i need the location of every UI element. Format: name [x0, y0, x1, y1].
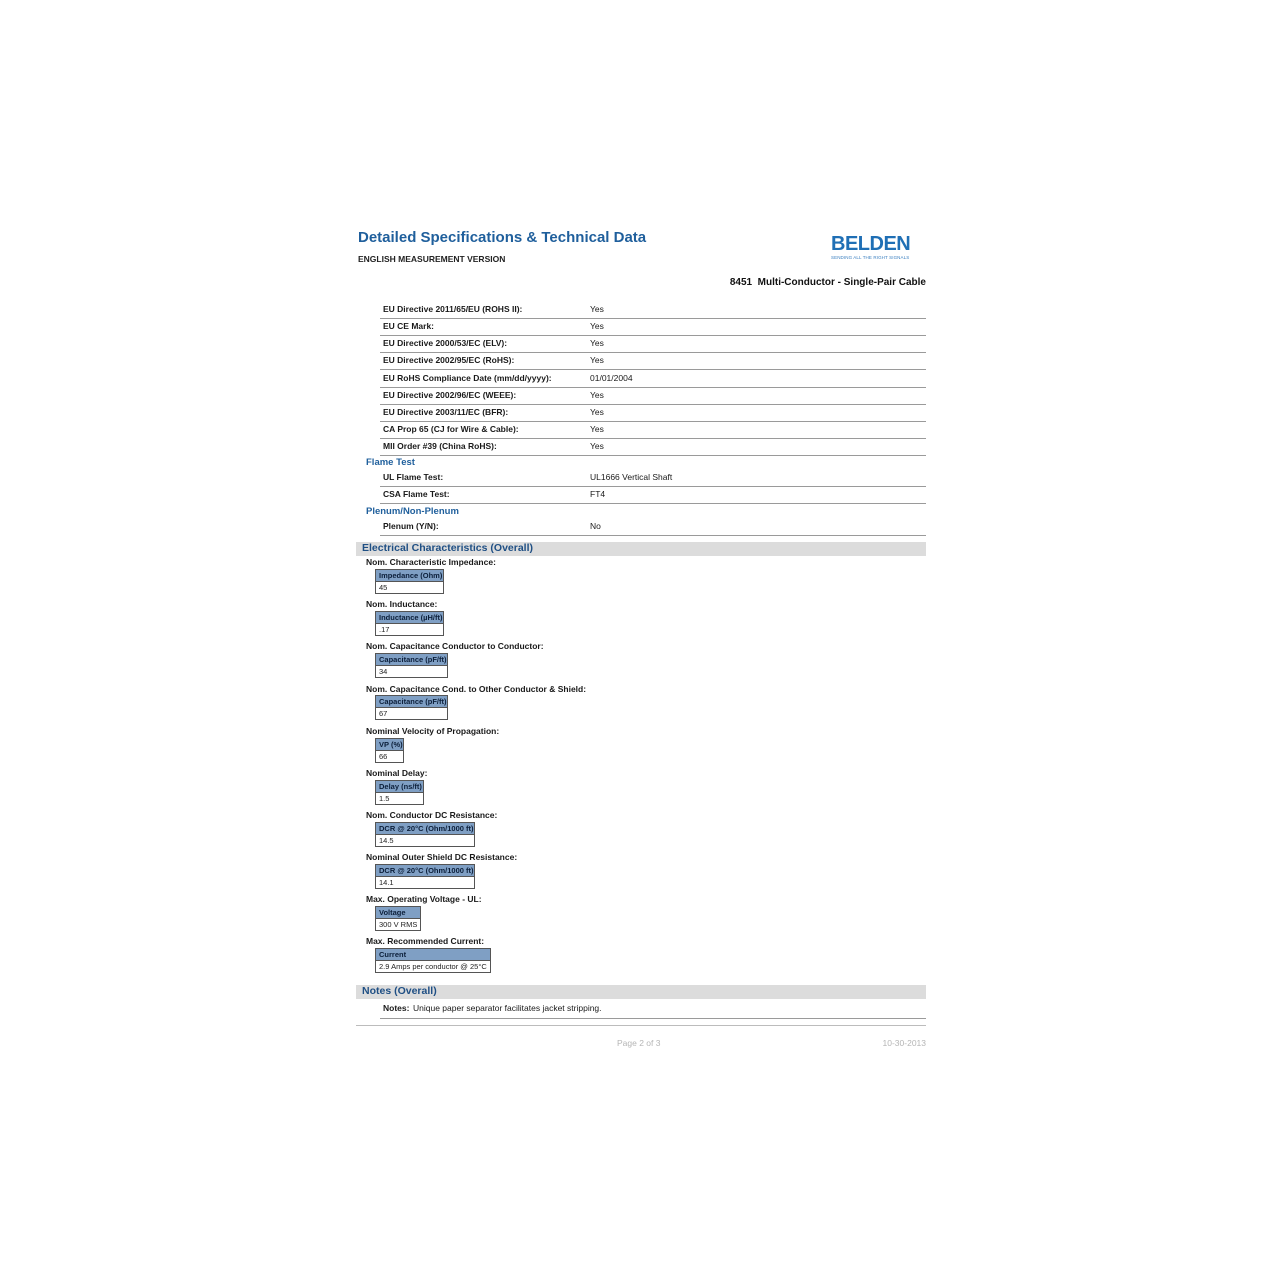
param-label: Max. Recommended Current: — [366, 936, 485, 946]
param-table — [375, 906, 421, 931]
param-label: Nom. Capacitance Conductor to Conductor: — [366, 641, 544, 651]
param-table-header: Delay (ns/ft) — [376, 781, 423, 793]
spec-label: MII Order #39 (China RoHS): — [383, 441, 497, 451]
spec-value: Yes — [590, 424, 604, 434]
notes-label: Notes: — [383, 1003, 410, 1013]
param-table-header: Capacitance (pF/ft) — [376, 654, 447, 666]
param-table-value: 2.9 Amps per conductor @ 25°C — [379, 962, 487, 971]
param-table-value: 34 — [379, 667, 388, 676]
logo-wordmark: BELDEN — [831, 233, 911, 255]
page-number: Page 2 of 3 — [617, 1038, 661, 1048]
param-table-value: 14.5 — [379, 836, 394, 845]
spec-label: EU Directive 2011/65/EU (ROHS II): — [383, 304, 523, 314]
notes-section-title: Notes (Overall) — [362, 985, 437, 997]
spec-row — [380, 404, 926, 422]
product-heading — [730, 277, 926, 288]
electrical-section-header — [356, 542, 926, 556]
spec-label: EU Directive 2000/53/EC (ELV): — [383, 338, 508, 348]
param-table — [375, 738, 404, 763]
param-table-header: Impedance (Ohm) — [376, 570, 443, 582]
param-table-header: Voltage — [376, 907, 420, 919]
param-table-header: Current — [376, 949, 490, 961]
document-title: Detailed Specifications & Technical Data — [358, 229, 647, 246]
param-table-header: DCR @ 20°C (Ohm/1000 ft) — [376, 823, 474, 835]
spec-row — [380, 335, 926, 353]
param-table-value: 300 V RMS — [379, 920, 418, 929]
notes-section-header — [356, 985, 926, 999]
param-label: Nom. Characteristic Impedance: — [366, 557, 496, 567]
param-table-header: DCR @ 20°C (Ohm/1000 ft) — [376, 865, 474, 877]
spec-label: EU RoHS Compliance Date (mm/dd/yyyy): — [383, 373, 552, 383]
spec-label: Plenum (Y/N): — [383, 521, 439, 531]
product-name: Multi-Conductor - Single-Pair Cable — [757, 277, 926, 288]
logo-tagline: SENDING ALL THE RIGHT SIGNALS — [831, 255, 910, 260]
param-label: Nominal Delay: — [366, 768, 428, 778]
spec-label: EU Directive 2003/11/EC (BFR): — [383, 407, 509, 417]
param-table-header: Capacitance (pF/ft) — [376, 696, 447, 708]
param-table-value: 14.1 — [379, 878, 394, 887]
param-label: Max. Operating Voltage - UL: — [366, 894, 482, 904]
param-table-header: VP (%) — [376, 739, 403, 751]
param-table — [375, 611, 444, 636]
flame-test-heading: Flame Test — [366, 457, 415, 468]
plenum-heading: Plenum/Non-Plenum — [366, 506, 459, 517]
spec-row — [380, 370, 926, 388]
spec-value: Yes — [590, 407, 604, 417]
spec-row — [380, 469, 926, 487]
spec-row — [380, 438, 926, 456]
param-table-value: .17 — [379, 625, 390, 634]
param-label: Nom. Inductance: — [366, 599, 438, 609]
spec-row — [380, 318, 926, 336]
param-table-value: 45 — [379, 583, 388, 592]
param-table — [375, 569, 444, 594]
spec-row — [380, 387, 926, 405]
measurement-version: ENGLISH MEASUREMENT VERSION — [358, 254, 506, 264]
spec-value: No — [590, 521, 601, 531]
param-table — [375, 695, 448, 720]
spec-label: EU Directive 2002/96/EC (WEEE): — [383, 390, 517, 400]
spec-label: CSA Flame Test: — [383, 489, 450, 499]
spec-row — [380, 486, 926, 504]
spec-row — [380, 301, 926, 319]
param-table — [375, 864, 475, 889]
spec-value: Yes — [590, 441, 604, 451]
spec-row — [380, 352, 926, 370]
spec-value: UL1666 Vertical Shaft — [590, 472, 673, 482]
spec-label: UL Flame Test: — [383, 472, 444, 482]
notes-text: Unique paper separator facilitates jacket stripping. — [413, 1003, 602, 1013]
belden-logo — [831, 233, 913, 263]
param-table — [375, 948, 491, 973]
param-table — [375, 653, 448, 678]
param-table-value: 67 — [379, 709, 388, 718]
param-table — [375, 822, 475, 847]
spec-value: FT4 — [590, 489, 606, 499]
spec-value: Yes — [590, 338, 604, 348]
spec-label: EU CE Mark: — [383, 321, 435, 331]
spec-value: Yes — [590, 321, 604, 331]
spec-row — [380, 421, 926, 439]
param-table-header: Inductance (µH/ft) — [376, 612, 443, 624]
spec-value: 01/01/2004 — [590, 373, 633, 383]
footer-divider — [356, 1025, 926, 1026]
param-label: Nominal Velocity of Propagation: — [366, 726, 500, 736]
electrical-section-title: Electrical Characteristics (Overall) — [362, 542, 534, 554]
spec-label: EU Directive 2002/95/EC (RoHS): — [383, 355, 515, 365]
spec-value: Yes — [590, 355, 604, 365]
spec-label: CA Prop 65 (CJ for Wire & Cable): — [383, 424, 519, 434]
param-label: Nominal Outer Shield DC Resistance: — [366, 852, 518, 862]
param-table-value: 66 — [379, 752, 388, 761]
param-table — [375, 780, 424, 805]
product-number: 8451 — [729, 277, 753, 288]
param-label: Nom. Conductor DC Resistance: — [366, 810, 498, 820]
param-label: Nom. Capacitance Cond. to Other Conductor & Shield: — [366, 684, 587, 694]
spec-value: Yes — [590, 390, 604, 400]
spec-row — [380, 518, 926, 536]
document-date: 10-30-2013 — [882, 1038, 926, 1048]
spec-value: Yes — [590, 304, 604, 314]
param-table-value: 1.5 — [379, 794, 390, 803]
notes-row — [380, 1002, 926, 1019]
